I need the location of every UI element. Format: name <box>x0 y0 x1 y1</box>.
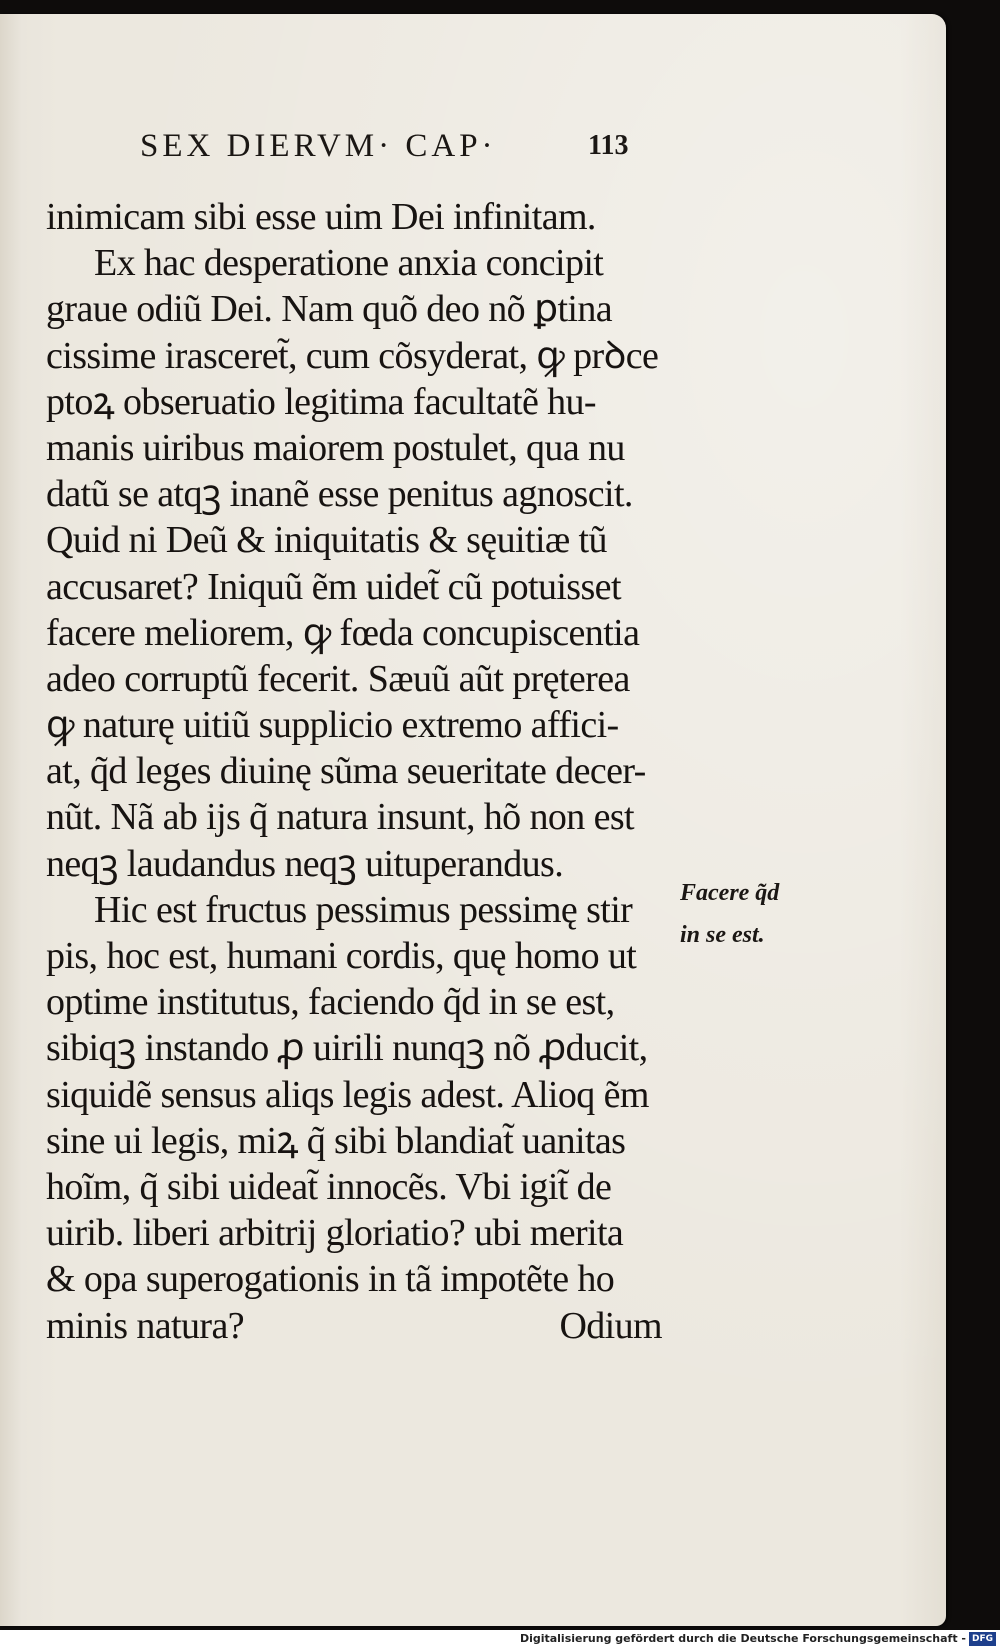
dfg-logo: DFG <box>969 1632 996 1646</box>
text-line: ptoꝝ obseruatio legitima facultatẽ hu- <box>46 380 596 423</box>
text-line: datũ se atqꝫ inanẽ esse penitus agnoscit. <box>46 473 633 516</box>
marginal-note-line: Facere q̃d <box>680 880 780 906</box>
text-line: facere meliorem, ꝙ fœda concupiscentia <box>46 611 640 654</box>
marginal-note <box>680 872 830 956</box>
text-line: nũt. Nã ab ijs q̃ natura insunt, hõ non est <box>46 796 634 839</box>
text-line: neqꝫ laudandus neqꝫ uituperandus. <box>46 842 564 885</box>
text-line: inimicam sibi esse uim Dei infinitam. <box>46 196 596 238</box>
text-line: & opa superogationis in tã impotẽte ho <box>46 1258 615 1301</box>
text-line: graue odiũ Dei. Nam quõ deo nõ ꝑtina <box>46 288 613 331</box>
text-line: adeo corruptũ fecerit. Sæuũ aũt pręterea <box>46 657 630 700</box>
text-line: Quid ni Deũ & iniquitatis & sęuitiæ tũ <box>46 519 607 562</box>
text-line: hoĩm, q̃ sibi uideat̃ innocẽs. Vbi igit̃ de <box>46 1165 612 1208</box>
catchword: Odium <box>559 1304 662 1347</box>
text-line: at, q̃d leges diuinę sũma seueritate decer- <box>46 750 646 793</box>
text-line: optime institutus, faciendo q̃d in se est, <box>46 981 615 1024</box>
text-line: siquidẽ sensus aliqs legis adest. Alioq ẽm <box>46 1073 649 1116</box>
text-line: manis uiribus maiorem postulet, qua nu <box>46 426 625 469</box>
text-line-end: minis natura? <box>46 1304 244 1347</box>
text-line: Hic est fructus pessimus pessimę stir <box>94 888 633 931</box>
text-line: pis, hoc est, humani cordis, quę homo ut <box>46 935 637 977</box>
last-text-line <box>46 1303 676 1349</box>
text-line: cissime irasceret̃, cum cõsyderat, ꝙ prꝺce <box>46 334 659 377</box>
folio-number: 113 <box>588 130 629 161</box>
text-line: Ex hac desperatione anxia concipit <box>94 242 604 285</box>
book-page <box>0 14 946 1626</box>
digitization-footer <box>0 1630 1000 1649</box>
text-line: accusaret? Iniquũ ẽm uidet̃ cũ potuisset <box>46 565 621 608</box>
text-line: sibiqꝫ instando ꝓ uirili nunqꝫ nõ ꝓducit, <box>46 1027 648 1070</box>
text-line: ꝙ naturę uitiũ supplicio extremo affici- <box>46 704 619 747</box>
marginal-note-line: in se est. <box>680 922 765 948</box>
funding-credit: Digitalisierung gefördert durch die Deutsche Forschungsgemeinschaft - <box>519 1632 966 1645</box>
running-title: SEX DIERVM· CAP· <box>140 128 497 164</box>
main-text-block <box>46 194 676 1349</box>
text-line: sine ui legis, miꝝ q̃ sibi blandiat̃ uanitas <box>46 1119 626 1162</box>
text-line: uirib. liberi arbitrij gloriatio? ubi merita <box>46 1212 624 1255</box>
running-head <box>140 128 660 174</box>
